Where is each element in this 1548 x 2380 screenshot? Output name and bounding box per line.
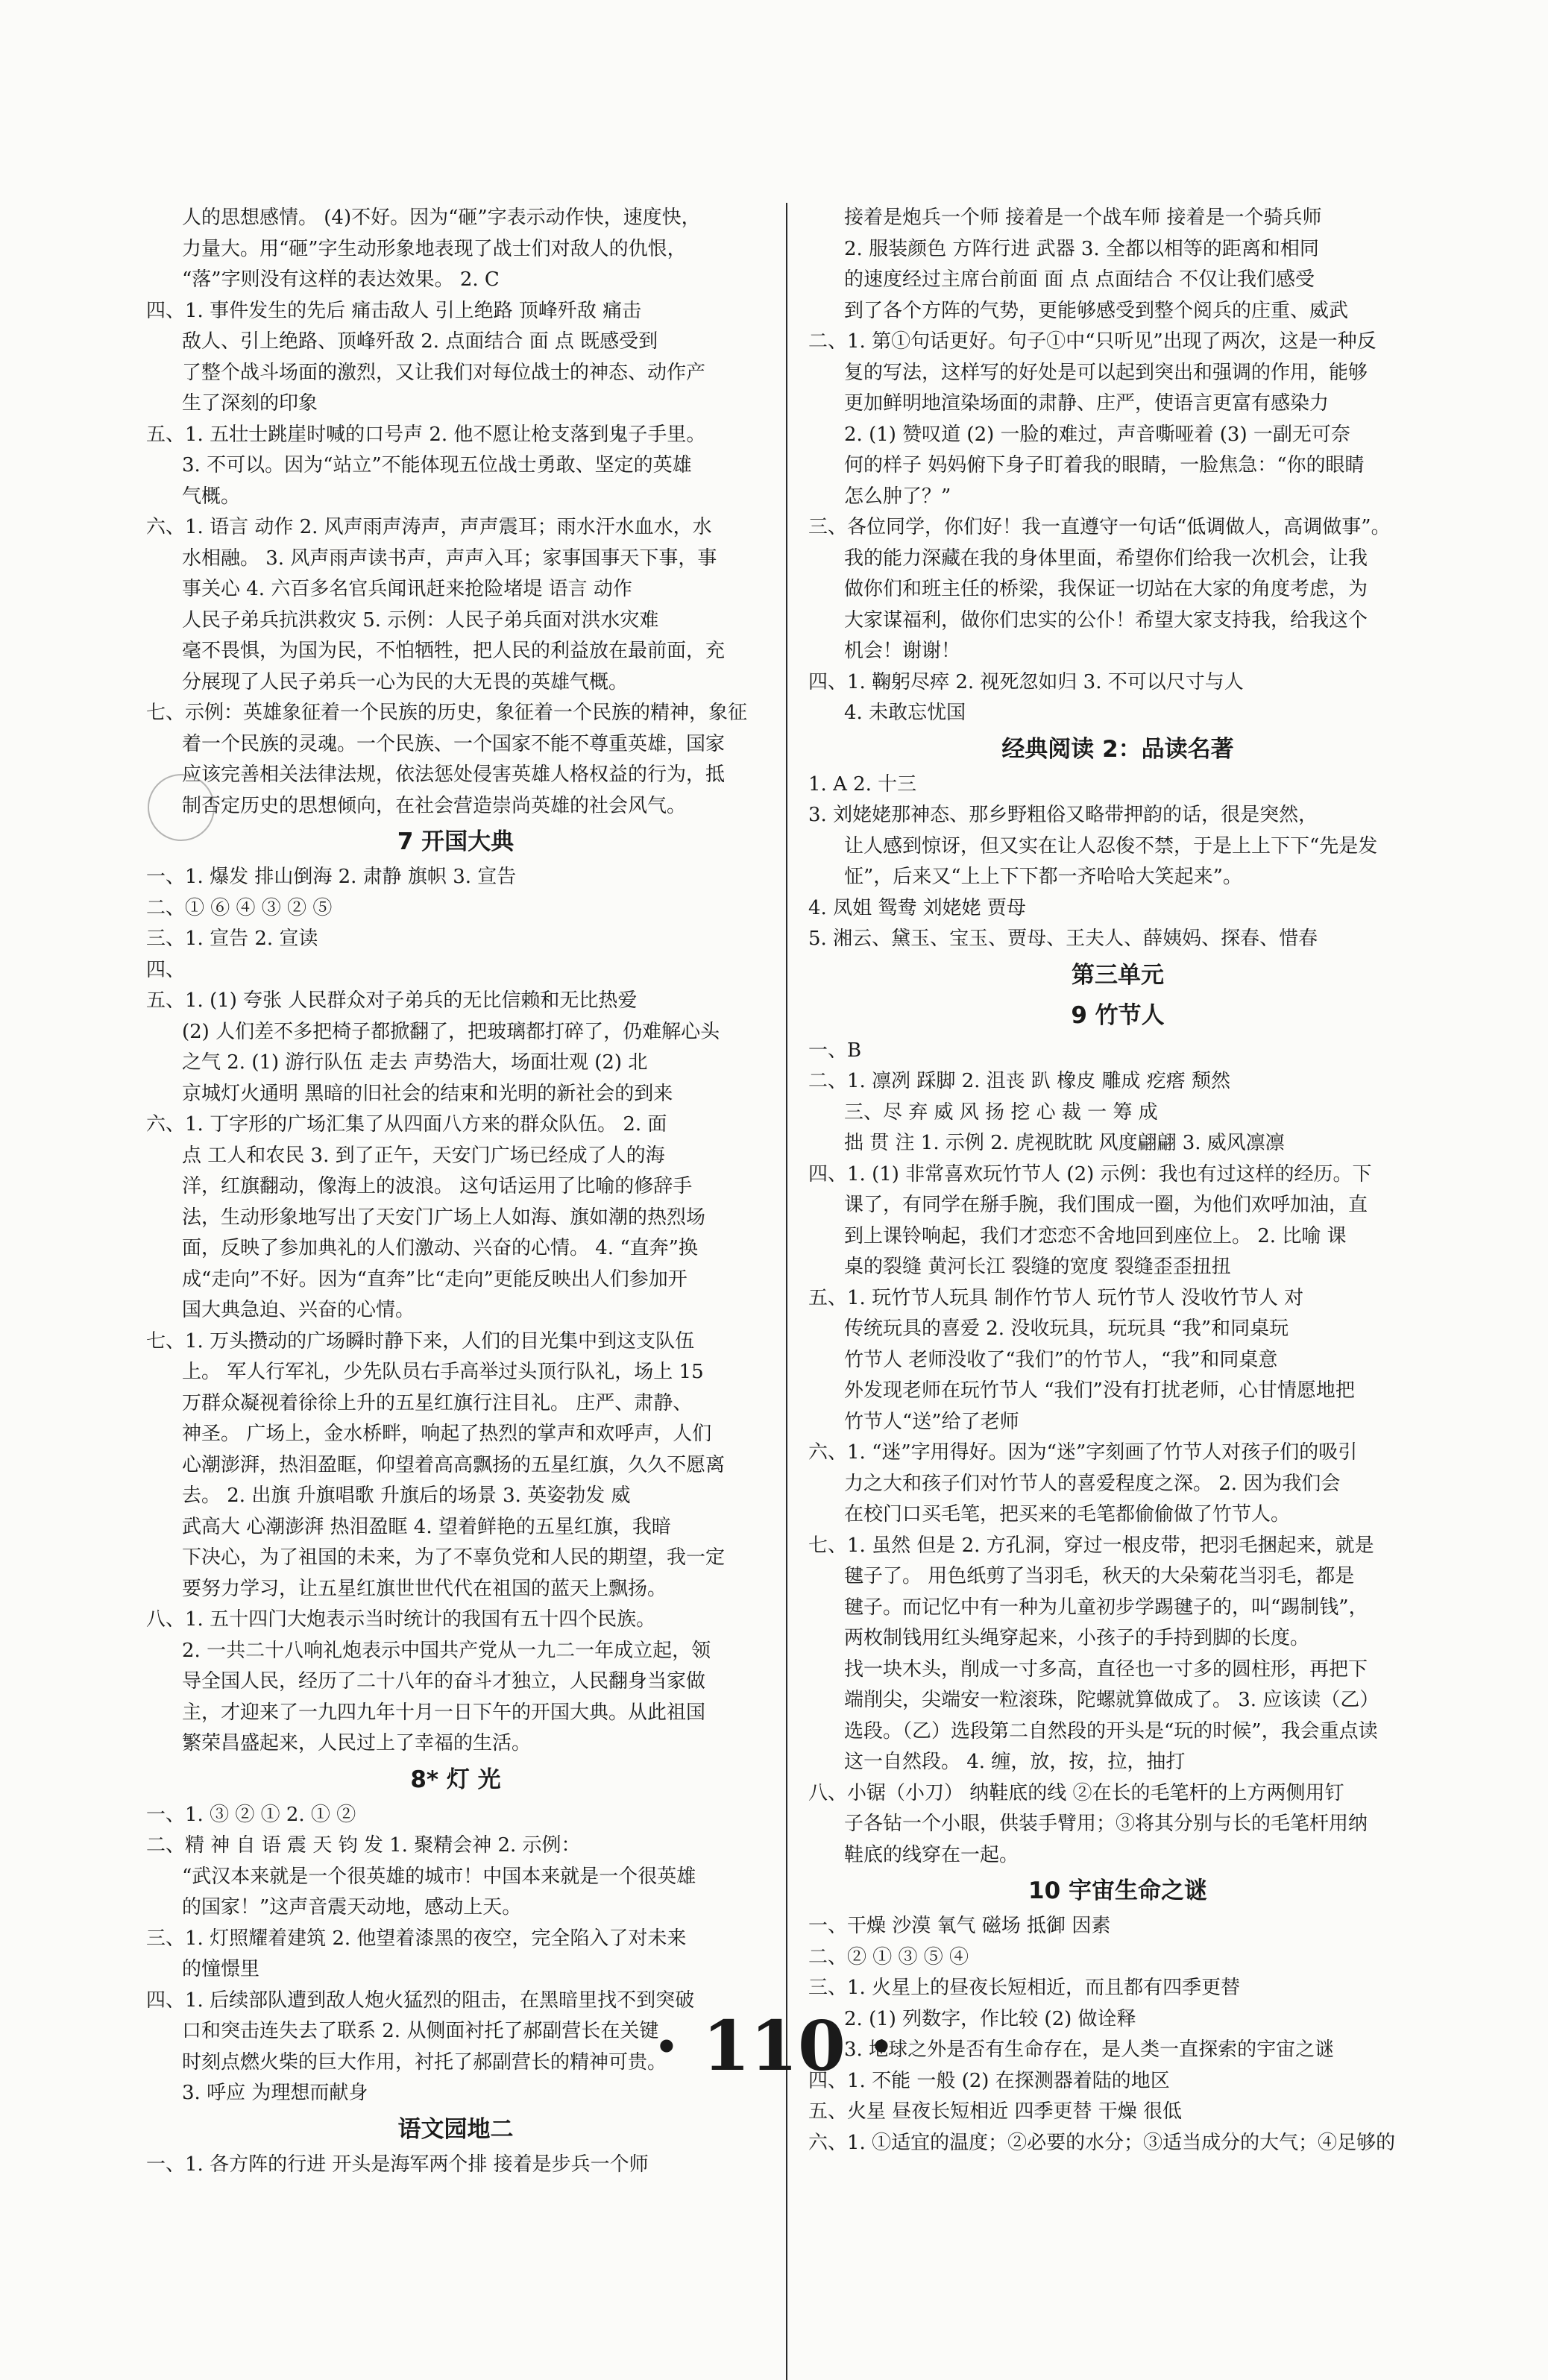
answer-line: 二、1. 凛冽 踩脚 2. 沮丧 趴 橡皮 雕成 疙瘩 颓然	[808, 1070, 1230, 1092]
answer-line: 五、1. 五壮士跳崖时喊的口号声 2. 他不愿让枪支落到鬼子手里。	[146, 423, 706, 446]
answer-line: 五、1. 玩竹节人玩具 制作竹节人 玩竹节人 没收竹节人 对	[808, 1286, 1304, 1309]
answer-line: 的国家！”这声音震天动地，感动上天。	[182, 1896, 522, 1918]
answer-line: 一、1. 爆发 排山倒海 2. 肃静 旗帜 3. 宣告	[146, 866, 517, 888]
answer-line: 应该完善相关法律法规，依法惩处侵害英雄人格权益的行为，抵	[182, 764, 726, 786]
answer-line: 二、1. 第①句话更好。句子①中“只听见”出现了两次，这是一种反	[808, 330, 1376, 353]
answer-line: 让人感到惊讶，但又实在让人忍俊不禁，于是上上下下“先是发	[844, 834, 1378, 857]
section-heading: 9 竹节人	[1071, 1001, 1165, 1029]
answer-line: 四、1. (1) 非常喜欢玩竹节人 (2) 示例：我也有过这样的经历。下	[808, 1162, 1372, 1186]
answer-line: 一、B	[808, 1039, 862, 1062]
answer-line: 二、精 神 自 语 震 天 钧 发 1. 聚精会神 2. 示例：	[146, 1834, 581, 1857]
answer-line: 在校门口买毛笔，把买来的毛笔都偷偷做了竹节人。	[844, 1503, 1291, 1526]
answer-line: 八、小锯（小刀） 纳鞋底的线 ②在长的毛笔杆的上方两侧用钉	[808, 1781, 1344, 1804]
answer-line: 到了各个方阵的气势，更能够感受到整个阅兵的庄重、威武	[844, 299, 1349, 322]
answer-line: 桌的裂缝 黄河长江 裂缝的宽度 裂缝歪歪扭扭	[844, 1256, 1231, 1278]
page-number: · 110 ·	[654, 2006, 894, 2086]
answer-line: 面，反映了参加典礼的人们激动、兴奋的心情。 4. “直奔”换	[182, 1237, 698, 1259]
answer-line: 制否定历史的思想倾向，在社会营造崇尚英雄的社会风气。	[182, 794, 687, 817]
answer-line: 接着是炮兵一个师 接着是一个战车师 接着是一个骑兵师	[844, 207, 1322, 229]
answer-line: 怔”，后来又“上上下下都一齐哈哈大笑起来”。	[844, 866, 1242, 888]
answer-line: 外发现老师在玩竹节人 “我们”没有打扰老师，心甘情愿地把	[844, 1379, 1355, 1402]
answer-line: (2) 人们差不多把椅子都掀翻了，把玻璃都打碎了，仍难解心头	[182, 1020, 720, 1043]
answer-line: 1. A 2. 十三	[808, 772, 917, 796]
answer-line: 上。 军人行军礼，少先队员右手高举过头顶行队礼，场上 15	[182, 1361, 704, 1383]
answer-line: 3. 刘姥姥那神态、那乡野粗俗又略带押韵的话，很是突然，	[808, 804, 1318, 826]
answer-line: 这一自然段。 4. 缠，放，按，拉，抽打	[844, 1751, 1186, 1773]
answer-line: 七、1. 万头攒动的广场瞬时静下来，人们的目光集中到这支队伍	[146, 1329, 695, 1353]
answer-line: 六、1. 语言 动作 2. 风声雨声涛声，声声震耳；雨水汗水血水，水	[146, 516, 712, 538]
answer-line: 怎么肿了？”	[844, 485, 951, 508]
answer-line: 水相融。 3. 风声雨声读书声，声声入耳；家事国事天下事，事	[182, 547, 717, 570]
answer-line: 三、1. 宣告 2. 宣读	[146, 928, 318, 950]
section-heading: 10 宇宙生命之谜	[1028, 1877, 1207, 1904]
answer-line: 分展现了人民子弟兵一心为民的大无畏的英雄气概。	[182, 670, 629, 693]
section-heading: 8* 灯 光	[410, 1766, 501, 1793]
answer-line: 一、1. 各方阵的行进 开头是海军两个排 接着是步兵一个师	[146, 2153, 649, 2176]
answer-line: 点 工人和农民 3. 到了正午，天安门广场已经成了人的海	[182, 1144, 665, 1167]
answer-line: 子各钻一个小眼，供装手臂用；③将其分别与长的毛笔杆用纳	[844, 1813, 1368, 1835]
answer-line: 五、1. (1) 夸张 人民群众对子弟兵的无比信赖和无比热爱	[146, 989, 638, 1012]
answer-line: 法，生动形象地写出了天安门广场上人如海、旗如潮的热烈场	[182, 1206, 706, 1229]
answer-line: “武汉本来就是一个很英雄的城市！中国本来就是一个很英雄	[182, 1865, 696, 1888]
answer-line: 选段。（乙）选段第二自然段的开头是“玩的时候”，我会重点读	[844, 1719, 1378, 1742]
answer-line: 2. 一共二十八响礼炮表示中国共产党从一九二一年成立起，领	[182, 1639, 711, 1662]
section-heading: 语文园地二	[397, 2115, 514, 2143]
left-answer-column	[146, 203, 765, 2180]
answer-line: 八、1. 五十四门大炮表示当时统计的我国有五十四个民族。	[146, 1608, 656, 1631]
answer-line: 2. (1) 列数字，作比较 (2) 做诠释	[844, 2007, 1136, 2030]
answer-line: 武高大 心潮澎湃 热泪盈眶 4. 望着鲜艳的五星红旗，我暗	[182, 1515, 671, 1538]
answer-line: 机会！谢谢！	[844, 640, 961, 662]
answer-line: 两枚制钱用红头绳穿起来，小孩子的手持到脚的长度。	[844, 1627, 1310, 1649]
answer-line: 4. 未敢忘忧国	[844, 702, 966, 724]
answer-line: 3. 呼应 为理想而献身	[182, 2082, 368, 2104]
answer-line: 毫不畏惧，为国为民，不怕牺牲，把人民的利益放在最前面，充	[182, 640, 726, 662]
answer-line: 事关心 4. 六百多名官兵闻讯赶来抢险堵堤 语言 动作	[182, 578, 632, 600]
section-heading: 7 开国大典	[397, 828, 515, 855]
answer-line: 三、1. 火星上的昼夜长短相近，而且都有四季更替	[808, 1977, 1241, 1999]
answer-line: 鞋底的线穿在一起。	[844, 1843, 1019, 1866]
answer-line: 我的能力深藏在我的身体里面，希望你们给我一次机会，让我	[844, 547, 1368, 570]
answer-line: 到上课铃响起，我们才恋恋不舍地回到座位上。 2. 比喻 课	[844, 1224, 1347, 1247]
answer-line: 要努力学习，让五星红旗世世代代在祖国的蓝天上飘扬。	[182, 1577, 667, 1600]
answer-line: 七、示例：英雄象征着一个民族的历史，象征着一个民族的精神，象征	[146, 702, 748, 724]
answer-line: 敌人、引上绝路、顶峰歼敌 2. 点面结合 面 点 既感受到	[182, 330, 658, 353]
answer-line: 生了深刻的印象	[182, 392, 318, 415]
answer-line: 大家谋福利，做你们忠实的公仆！希望大家支持我，给我这个	[844, 608, 1368, 632]
answer-line: 传统玩具的喜爱 2. 没收玩具，玩玩具 “我”和同桌玩	[844, 1318, 1289, 1340]
answer-line: 之气 2. (1) 游行队伍 走去 声势浩大，场面壮观 (2) 北	[182, 1051, 648, 1074]
answer-line: 六、1. ①适宜的温度；②必要的水分；③适当成分的大气；④足够的	[808, 2131, 1396, 2154]
section-heading: 经典阅读 2：品读名著	[1001, 735, 1234, 763]
answer-line: 去。 2. 出旗 升旗唱歌 升旗后的场景 3. 英姿勃发 威	[182, 1485, 631, 1507]
answer-line: 成“走向”不好。因为“直奔”比“走向”更能反映出人们参加开	[182, 1268, 688, 1291]
answer-line: 气概。	[182, 485, 241, 508]
answer-line: 五、火星 昼夜长短相近 四季更替 干燥 很低	[808, 2100, 1183, 2123]
answer-line: 做你们和班主任的桥梁，我保证一切站在大家的角度考虑，为	[844, 578, 1368, 600]
answer-line: 更加鲜明地渲染场面的肃静、庄严，使语言更富有感染力	[844, 392, 1330, 415]
answer-line: 国大典急迫、兴奋的心情。	[182, 1299, 415, 1321]
answer-line: 四、1. 事件发生的先后 痛击敌人 引上绝路 顶峰歼敌 痛击	[146, 299, 642, 322]
answer-line: 毽子。而记忆中有一种为儿童初步学踢毽子的，叫“踢制钱”，	[844, 1596, 1368, 1619]
answer-line: 二、① ⑥ ④ ③ ② ⑤	[146, 896, 333, 919]
answer-line: 一、干燥 沙漠 氧气 磁场 抵御 因素	[808, 1915, 1111, 1937]
answer-line: 时刻点燃火柴的巨大作用，衬托了郝副营长的精神可贵。	[182, 2050, 667, 2074]
answer-line: 口和突击连失去了联系 2. 从侧面衬托了郝副营长在关键	[182, 2020, 659, 2042]
answer-line: 四、1. 鞠躬尽瘁 2. 视死忽如归 3. 不可以尺寸与人	[808, 670, 1244, 693]
answer-line: 何的样子 妈妈俯下身子盯着我的眼睛，一脸焦急：“你的眼睛	[844, 454, 1365, 476]
answer-line: 七、1. 虽然 但是 2. 方孔洞，穿过一根皮带，把羽毛捆起来，就是	[808, 1534, 1374, 1557]
answer-line: 着一个民族的灵魂。一个民族、一个国家不能不尊重英雄，国家	[182, 732, 726, 755]
answer-line: 洋，红旗翻动，像海上的波浪。 这句话运用了比喻的修辞手	[182, 1175, 693, 1197]
answer-line: 心潮澎湃，热泪盈眶，仰望着高高飘扬的五星红旗，久久不愿离	[182, 1453, 726, 1476]
answer-line: 六、1. “迷”字用得好。因为“迷”字刻画了竹节人对孩子们的吸引	[808, 1441, 1358, 1464]
answer-line: 3. 地球之外是否有生命存在，是人类一直探索的宇宙之谜	[844, 2039, 1335, 2061]
answer-line: 竹节人“送”给了老师	[844, 1410, 1019, 1433]
answer-line: 力之大和孩子们对竹节人的喜爱程度之深。 2. 因为我们会	[844, 1472, 1341, 1495]
answer-line: 万群众凝视着徐徐上升的五星红旗行注目礼。 庄严、肃静、	[182, 1391, 693, 1414]
answer-line: “落”字则没有这样的表达效果。 2. C	[182, 268, 500, 291]
answer-line: 繁荣昌盛起来，人民过上了幸福的生活。	[182, 1732, 532, 1754]
answer-line: 竹节人 老师没收了“我们”的竹节人，“我”和同桌意	[844, 1348, 1278, 1371]
answer-line: 拙 贯 注 1. 示例 2. 虎视眈眈 风度翩翩 3. 威风凛凛	[844, 1132, 1285, 1154]
answer-line: 人民子弟兵抗洪救灾 5. 示例：人民子弟兵面对洪水灾难	[182, 608, 659, 632]
answer-line: 端削尖，尖端安一粒滚珠，陀螺就算做成了。 3. 应该读（乙）	[844, 1689, 1379, 1711]
answer-line: 的憧憬里	[182, 1958, 260, 1980]
answer-line: 主，才迎来了一九四九年十月一日下午的开国大典。从此祖国	[182, 1701, 706, 1724]
answer-line: 2. 服装颜色 方阵行进 武器 3. 全都以相等的距离和相同	[844, 237, 1319, 260]
answer-line: 京城灯火通明 黑暗的旧社会的结束和光明的新社会的到来	[182, 1082, 673, 1105]
answer-line: 三、1. 灯照耀着建筑 2. 他望着漆黑的夜空，完全陷入了对未来	[146, 1927, 687, 1950]
answer-line: 毽子了。 用色纸剪了当羽毛，秋天的大朵菊花当羽毛，都是	[844, 1565, 1355, 1587]
answer-line: 力量大。用“砸”字生动形象地表现了战士们对敌人的仇恨，	[182, 237, 687, 260]
answer-line: 找一块木头，削成一寸多高，直径也一寸多的圆柱形，再把下	[844, 1658, 1368, 1681]
answer-line: 人的思想感情。 (4)不好。因为“砸”字表示动作快，速度快，	[182, 207, 701, 229]
answer-line: 4. 凤姐 鸳鸯 刘姥姥 贾母	[808, 896, 1026, 919]
answer-line: 三、尽 弃 威 风 扬 挖 心 裁 一 筹 成	[844, 1101, 1158, 1124]
section-heading: 第三单元	[1072, 961, 1164, 989]
answer-line: 神圣。 广场上，金水桥畔，响起了热烈的掌声和欢呼声，人们	[182, 1423, 712, 1445]
right-answer-column	[808, 203, 1427, 2159]
answer-line: 四、1. 不能 一般 (2) 在探测器着陆的地区	[808, 2069, 1170, 2092]
faded-library-stamp	[148, 774, 215, 841]
answer-line: 复的写法，这样写的好处是可以起到突出和强调的作用，能够	[844, 361, 1368, 384]
answer-line: 5. 湘云、黛玉、宝玉、贾母、王夫人、薛姨妈、探春、惜春	[808, 928, 1318, 950]
answer-line: 一、1. ③ ② ① 2. ① ②	[146, 1803, 356, 1826]
answer-line: 了整个战斗场面的激烈，又让我们对每位战士的神态、动作产	[182, 361, 706, 384]
answer-line: 四、	[146, 958, 186, 981]
answer-line: 2. (1) 赞叹道 (2) 一脸的难过，声音嘶哑着 (3) 一副无可奈	[844, 423, 1350, 446]
answer-line: 三、各位同学，你们好！我一直遵守一句话“低调做人，高调做事”。	[808, 516, 1391, 538]
answer-line: 下决心，为了祖国的未来，为了不辜负党和人民的期望，我一定	[182, 1546, 726, 1569]
answer-line: 六、1. 丁字形的广场汇集了从四面八方来的群众队伍。 2. 面	[146, 1113, 667, 1136]
answer-line: 课了，有同学在掰手腕，我们围成一圈，为他们欢呼加油，直	[844, 1194, 1368, 1216]
answer-line: 导全国人民，经历了二十八年的奋斗才独立，人民翻身当家做	[182, 1670, 706, 1693]
answer-line: 的速度经过主席台前面 面 点 点面结合 不仅让我们感受	[844, 268, 1315, 291]
answer-line: 四、1. 后续部队遭到敌人炮火猛烈的阻击，在黑暗里找不到突破	[146, 1989, 695, 2012]
answer-line: 二、② ① ③ ⑤ ④	[808, 1945, 969, 1968]
answer-line: 3. 不可以。因为“站立”不能体现五位战士勇敢、坚定的英雄	[182, 454, 692, 476]
